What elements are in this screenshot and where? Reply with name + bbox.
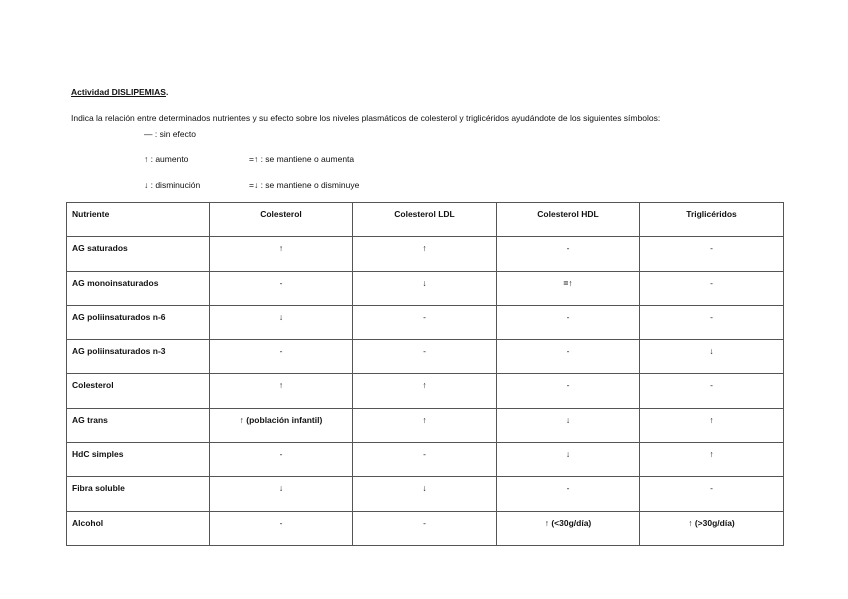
header-colesterol: Colesterol (210, 203, 353, 237)
row-nutrient: HdC simples (67, 443, 210, 477)
legend-maintain-or-decrease: =↓ : se mantiene o disminuye (249, 180, 360, 190)
row-nutrient: AG saturados (67, 237, 210, 271)
cell-trigliceridos: ↑ (>30g/día) (640, 511, 784, 545)
cell-colesterol: - (210, 511, 353, 545)
legend-increase: ↑ : aumento (144, 154, 189, 164)
cell-ldl: ↑ (353, 237, 497, 271)
cell-trigliceridos: ↓ (640, 340, 784, 374)
cell-colesterol: - (210, 340, 353, 374)
cell-ldl: - (353, 511, 497, 545)
legend-maintain-or-increase: =↑ : se mantiene o aumenta (249, 154, 355, 164)
activity-title (71, 87, 168, 97)
cell-hdl: ↓ (497, 408, 640, 442)
cell-ldl: - (353, 340, 497, 374)
cell-hdl: =↑ (497, 271, 640, 305)
table-row (67, 271, 784, 305)
legend-no-effect: — : sin efecto (144, 129, 196, 139)
cell-hdl: - (497, 237, 640, 271)
row-nutrient: AG trans (67, 408, 210, 442)
instructions-text: Indica la relación entre determinados nutrientes y su efecto sobre los niveles plasmáticos de colesterol y triglicéridos ayudándote de los siguientes símbolos: (71, 113, 661, 123)
cell-colesterol: ↓ (210, 305, 353, 339)
table-row (67, 374, 784, 408)
cell-hdl: ↑ (<30g/día) (497, 511, 640, 545)
row-nutrient: AG monoinsaturados (67, 271, 210, 305)
header-colesterol-ldl: Colesterol LDL (353, 203, 497, 237)
nutrient-effects-table (66, 202, 784, 546)
table-row (67, 408, 784, 442)
cell-ldl: - (353, 443, 497, 477)
cell-hdl: - (497, 305, 640, 339)
cell-trigliceridos: - (640, 477, 784, 511)
activity-title-text: Actividad DISLIPEMIAS (71, 87, 166, 97)
cell-trigliceridos: - (640, 237, 784, 271)
header-colesterol-hdl: Colesterol HDL (497, 203, 640, 237)
cell-colesterol: - (210, 271, 353, 305)
cell-ldl: ↑ (353, 374, 497, 408)
cell-trigliceridos: ↑ (640, 408, 784, 442)
row-nutrient: AG poliinsaturados n-3 (67, 340, 210, 374)
cell-colesterol: ↑ (población infantil) (210, 408, 353, 442)
cell-trigliceridos: ↑ (640, 443, 784, 477)
cell-colesterol: ↑ (210, 374, 353, 408)
table-header-row (67, 203, 784, 237)
table-row (67, 477, 784, 511)
cell-hdl: - (497, 477, 640, 511)
row-nutrient: Fibra soluble (67, 477, 210, 511)
cell-ldl: ↓ (353, 271, 497, 305)
cell-hdl: - (497, 340, 640, 374)
cell-trigliceridos: - (640, 271, 784, 305)
cell-colesterol: - (210, 443, 353, 477)
cell-hdl: ↓ (497, 443, 640, 477)
row-nutrient: Colesterol (67, 374, 210, 408)
activity-title-period: . (165, 87, 169, 97)
table-row (67, 340, 784, 374)
header-trigliceridos: Triglicéridos (640, 203, 784, 237)
cell-ldl: ↑ (353, 408, 497, 442)
cell-trigliceridos: - (640, 305, 784, 339)
table-row (67, 237, 784, 271)
legend-decrease: ↓ : disminución (144, 180, 201, 190)
table-row (67, 305, 784, 339)
row-nutrient: AG poliinsaturados n-6 (67, 305, 210, 339)
cell-ldl: ↓ (353, 477, 497, 511)
table-row (67, 511, 784, 545)
cell-ldl: - (353, 305, 497, 339)
table-row (67, 443, 784, 477)
cell-colesterol: ↓ (210, 477, 353, 511)
header-nutriente: Nutriente (67, 203, 210, 237)
cell-hdl: - (497, 374, 640, 408)
row-nutrient: Alcohol (67, 511, 210, 545)
cell-trigliceridos: - (640, 374, 784, 408)
cell-colesterol: ↑ (210, 237, 353, 271)
